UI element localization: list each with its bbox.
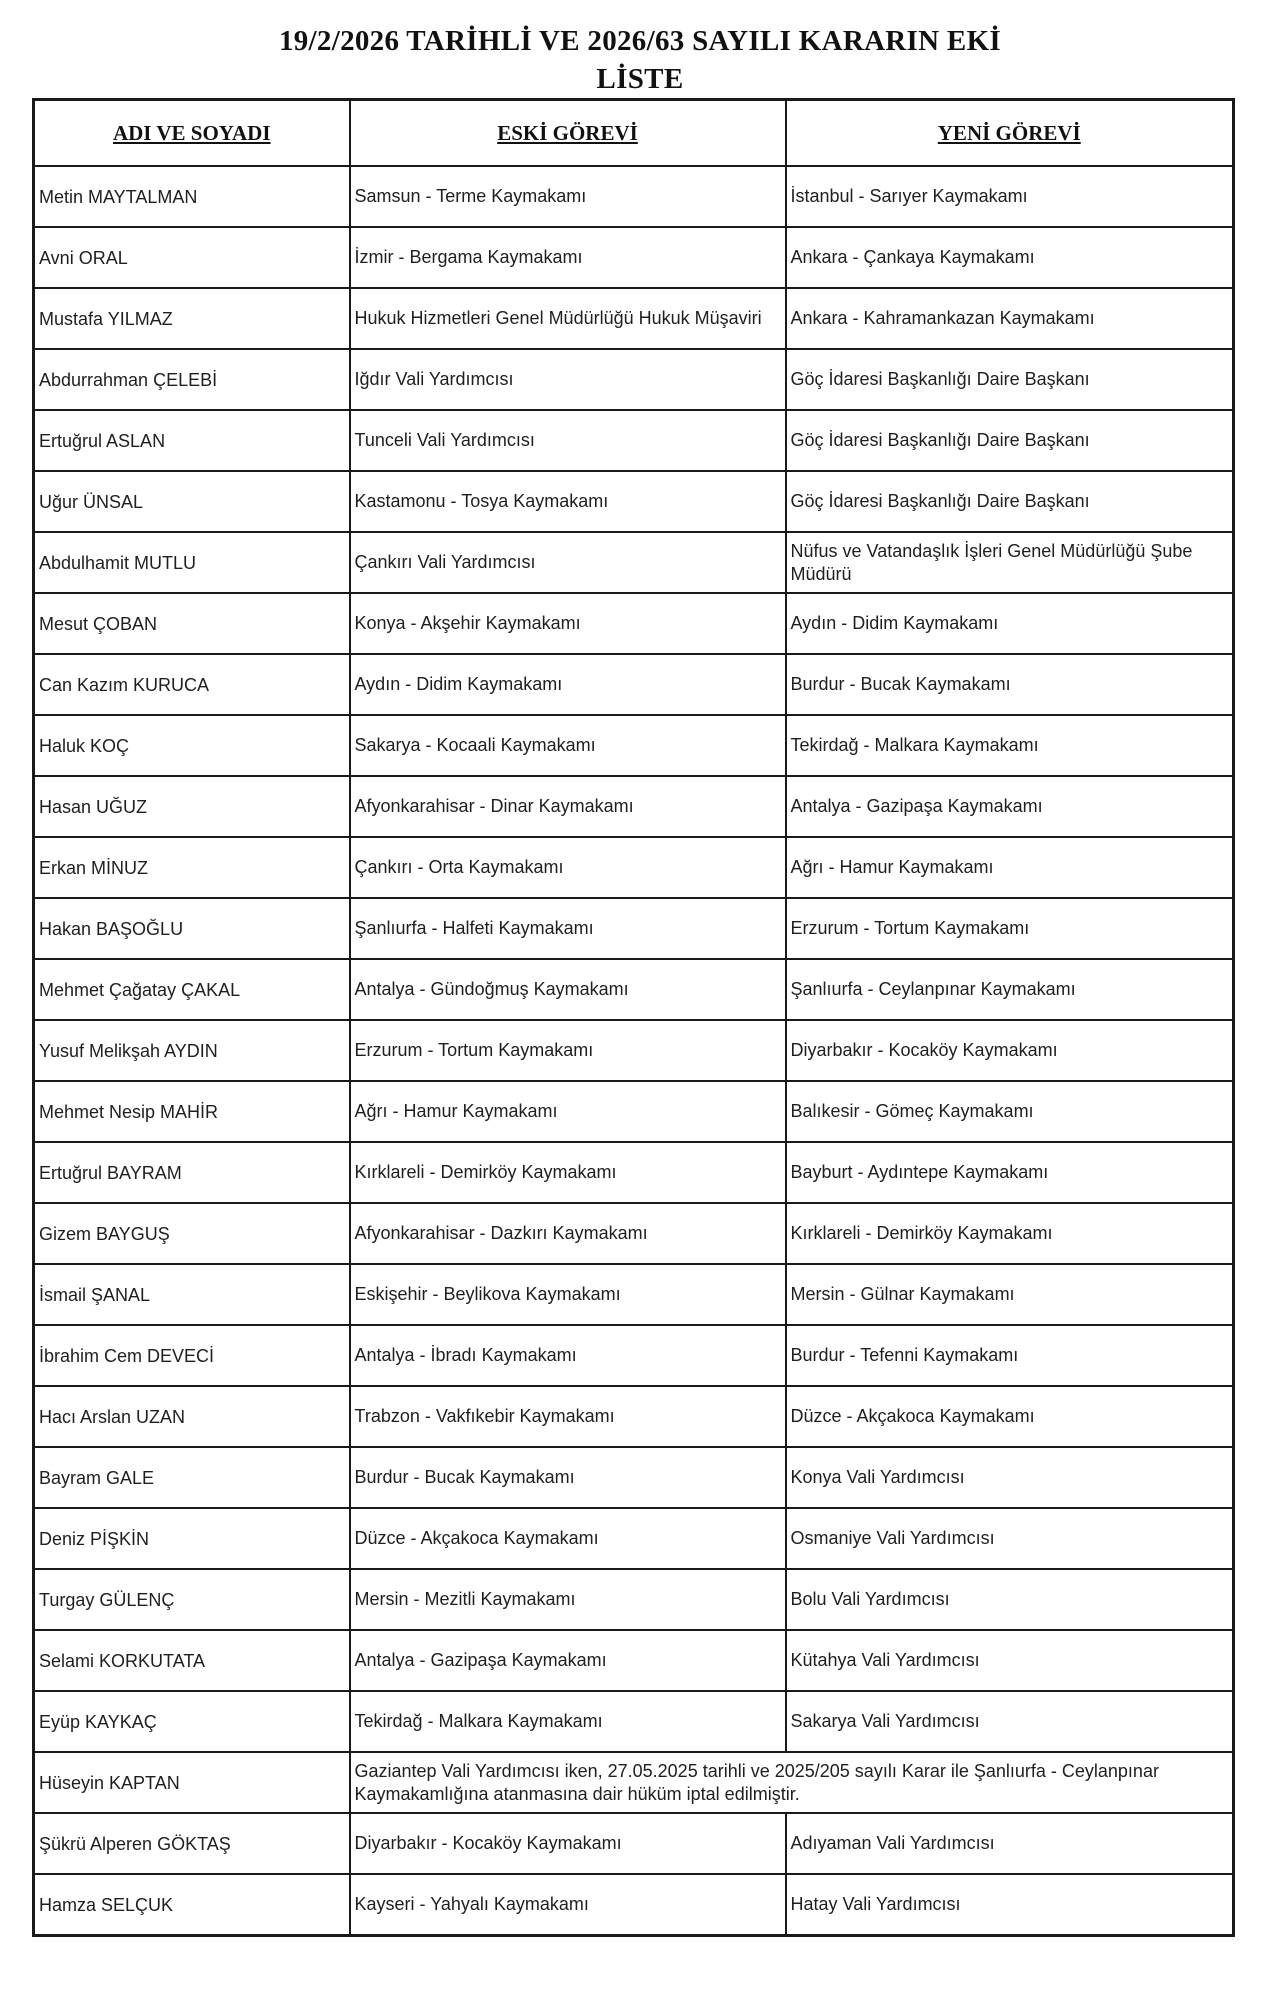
- cell-old-position: Burdur - Bucak Kaymakamı: [350, 1447, 786, 1508]
- cell-old-position: Antalya - Gazipaşa Kaymakamı: [350, 1630, 786, 1691]
- cell-old-position: Eskişehir - Beylikova Kaymakamı: [350, 1264, 786, 1325]
- cell-new-position: İstanbul - Sarıyer Kaymakamı: [786, 166, 1234, 227]
- cell-old-position: Çankırı Vali Yardımcısı: [350, 532, 786, 593]
- cell-name: Avni ORAL: [34, 227, 350, 288]
- cell-old-position: Sakarya - Kocaali Kaymakamı: [350, 715, 786, 776]
- cell-new-position: Sakarya Vali Yardımcısı: [786, 1691, 1234, 1752]
- document-title-line2: LİSTE: [596, 63, 684, 95]
- cell-old-position: Antalya - İbradı Kaymakamı: [350, 1325, 786, 1386]
- table-row: [34, 1264, 1234, 1325]
- document-title: [0, 22, 1280, 98]
- cell-old-position: Afyonkarahisar - Dazkırı Kaymakamı: [350, 1203, 786, 1264]
- table-row: [34, 532, 1234, 593]
- table-header-row: [34, 100, 1234, 167]
- cell-new-position: Ağrı - Hamur Kaymakamı: [786, 837, 1234, 898]
- cell-new-position: Erzurum - Tortum Kaymakamı: [786, 898, 1234, 959]
- document-title-line1: 19/2/2026 TARİHLİ VE 2026/63 SAYILI KARARIN EKİ: [278, 25, 1002, 57]
- cell-old-position: Ağrı - Hamur Kaymakamı: [350, 1081, 786, 1142]
- cell-name: Bayram GALE: [34, 1447, 350, 1508]
- cell-name: Ertuğrul BAYRAM: [34, 1142, 350, 1203]
- cell-name: Haluk KOÇ: [34, 715, 350, 776]
- cell-old-position: Hukuk Hizmetleri Genel Müdürlüğü Hukuk Müşaviri: [350, 288, 786, 349]
- cell-name: Şükrü Alperen GÖKTAŞ: [34, 1813, 350, 1874]
- cell-name: Mustafa YILMAZ: [34, 288, 350, 349]
- table-row: [34, 227, 1234, 288]
- cell-name: Abdurrahman ÇELEBİ: [34, 349, 350, 410]
- table-row: [34, 471, 1234, 532]
- cell-old-position: Erzurum - Tortum Kaymakamı: [350, 1020, 786, 1081]
- cell-note: Gaziantep Vali Yardımcısı iken, 27.05.2025 tarihli ve 2025/205 sayılı Karar ile Şanlıurfa - Ceylanpınar Kaymakamlığına atanmasına dair hüküm iptal edilmiştir.: [350, 1752, 1234, 1813]
- cell-new-position: Kırklareli - Demirköy Kaymakamı: [786, 1203, 1234, 1264]
- cell-old-position: Konya - Akşehir Kaymakamı: [350, 593, 786, 654]
- cell-old-position: Mersin - Mezitli Kaymakamı: [350, 1569, 786, 1630]
- cell-name: Turgay GÜLENÇ: [34, 1569, 350, 1630]
- cell-new-position: Kütahya Vali Yardımcısı: [786, 1630, 1234, 1691]
- cell-name: Can Kazım KURUCA: [34, 654, 350, 715]
- cell-name: Hakan BAŞOĞLU: [34, 898, 350, 959]
- table-row: [34, 1203, 1234, 1264]
- column-header-new-position: YENİ GÖREVİ: [786, 100, 1234, 167]
- cell-name: Mesut ÇOBAN: [34, 593, 350, 654]
- cell-new-position: Göç İdaresi Başkanlığı Daire Başkanı: [786, 410, 1234, 471]
- cell-new-position: Ankara - Çankaya Kaymakamı: [786, 227, 1234, 288]
- cell-new-position: Bolu Vali Yardımcısı: [786, 1569, 1234, 1630]
- table-row: [34, 349, 1234, 410]
- cell-name: Yusuf Melikşah AYDIN: [34, 1020, 350, 1081]
- table-row: [34, 1081, 1234, 1142]
- column-header-old-position: ESKİ GÖREVİ: [350, 100, 786, 167]
- column-header-name: ADI VE SOYADI: [34, 100, 350, 167]
- cell-new-position: Nüfus ve Vatandaşlık İşleri Genel Müdürlüğü Şube Müdürü: [786, 532, 1234, 593]
- table-row: [34, 1630, 1234, 1691]
- cell-name: Selami KORKUTATA: [34, 1630, 350, 1691]
- table-row: [34, 1874, 1234, 1936]
- table-row: [34, 288, 1234, 349]
- cell-new-position: Burdur - Bucak Kaymakamı: [786, 654, 1234, 715]
- table-row: [34, 715, 1234, 776]
- cell-name: Hacı Arslan UZAN: [34, 1386, 350, 1447]
- cell-old-position: Düzce - Akçakoca Kaymakamı: [350, 1508, 786, 1569]
- table-row: [34, 959, 1234, 1020]
- cell-old-position: Kayseri - Yahyalı Kaymakamı: [350, 1874, 786, 1936]
- cell-name: İbrahim Cem DEVECİ: [34, 1325, 350, 1386]
- cell-old-position: Samsun - Terme Kaymakamı: [350, 166, 786, 227]
- cell-new-position: Ankara - Kahramankazan Kaymakamı: [786, 288, 1234, 349]
- appointment-table: [32, 98, 1235, 1937]
- table-row: [34, 1325, 1234, 1386]
- cell-old-position: Diyarbakır - Kocaköy Kaymakamı: [350, 1813, 786, 1874]
- cell-name: Mehmet Çağatay ÇAKAL: [34, 959, 350, 1020]
- table-row: [34, 1020, 1234, 1081]
- table-row: [34, 1752, 1234, 1813]
- cell-new-position: Burdur - Tefenni Kaymakamı: [786, 1325, 1234, 1386]
- table-row: [34, 776, 1234, 837]
- cell-name: Metin MAYTALMAN: [34, 166, 350, 227]
- cell-name: Gizem BAYGUŞ: [34, 1203, 350, 1264]
- cell-new-position: Adıyaman Vali Yardımcısı: [786, 1813, 1234, 1874]
- cell-new-position: Tekirdağ - Malkara Kaymakamı: [786, 715, 1234, 776]
- cell-new-position: Düzce - Akçakoca Kaymakamı: [786, 1386, 1234, 1447]
- table-body: [34, 166, 1234, 1936]
- cell-old-position: Afyonkarahisar - Dinar Kaymakamı: [350, 776, 786, 837]
- cell-new-position: Göç İdaresi Başkanlığı Daire Başkanı: [786, 471, 1234, 532]
- cell-new-position: Mersin - Gülnar Kaymakamı: [786, 1264, 1234, 1325]
- table-row: [34, 593, 1234, 654]
- table-row: [34, 1142, 1234, 1203]
- table-row: [34, 1386, 1234, 1447]
- cell-new-position: Hatay Vali Yardımcısı: [786, 1874, 1234, 1936]
- cell-new-position: Antalya - Gazipaşa Kaymakamı: [786, 776, 1234, 837]
- table-row: [34, 898, 1234, 959]
- cell-new-position: Aydın - Didim Kaymakamı: [786, 593, 1234, 654]
- cell-old-position: Çankırı - Orta Kaymakamı: [350, 837, 786, 898]
- cell-old-position: İzmir - Bergama Kaymakamı: [350, 227, 786, 288]
- cell-old-position: Iğdır Vali Yardımcısı: [350, 349, 786, 410]
- cell-name: Mehmet Nesip MAHİR: [34, 1081, 350, 1142]
- table-row: [34, 837, 1234, 898]
- cell-name: Hüseyin KAPTAN: [34, 1752, 350, 1813]
- cell-old-position: Tunceli Vali Yardımcısı: [350, 410, 786, 471]
- cell-old-position: Şanlıurfa - Halfeti Kaymakamı: [350, 898, 786, 959]
- cell-name: Erkan MİNUZ: [34, 837, 350, 898]
- cell-name: İsmail ŞANAL: [34, 1264, 350, 1325]
- table-row: [34, 410, 1234, 471]
- cell-new-position: Bayburt - Aydıntepe Kaymakamı: [786, 1142, 1234, 1203]
- cell-name: Ertuğrul ASLAN: [34, 410, 350, 471]
- cell-new-position: Diyarbakır - Kocaköy Kaymakamı: [786, 1020, 1234, 1081]
- cell-new-position: Konya Vali Yardımcısı: [786, 1447, 1234, 1508]
- cell-old-position: Kırklareli - Demirköy Kaymakamı: [350, 1142, 786, 1203]
- table-row: [34, 1447, 1234, 1508]
- cell-old-position: Aydın - Didim Kaymakamı: [350, 654, 786, 715]
- cell-name: Deniz PİŞKİN: [34, 1508, 350, 1569]
- table-row: [34, 166, 1234, 227]
- cell-name: Uğur ÜNSAL: [34, 471, 350, 532]
- cell-old-position: Antalya - Gündoğmuş Kaymakamı: [350, 959, 786, 1020]
- cell-new-position: Balıkesir - Gömeç Kaymakamı: [786, 1081, 1234, 1142]
- table-row: [34, 1508, 1234, 1569]
- cell-new-position: Osmaniye Vali Yardımcısı: [786, 1508, 1234, 1569]
- cell-old-position: Kastamonu - Tosya Kaymakamı: [350, 471, 786, 532]
- table-row: [34, 1691, 1234, 1752]
- cell-old-position: Trabzon - Vakfıkebir Kaymakamı: [350, 1386, 786, 1447]
- table-row: [34, 1813, 1234, 1874]
- cell-new-position: Şanlıurfa - Ceylanpınar Kaymakamı: [786, 959, 1234, 1020]
- cell-name: Abdulhamit MUTLU: [34, 532, 350, 593]
- cell-new-position: Göç İdaresi Başkanlığı Daire Başkanı: [786, 349, 1234, 410]
- cell-name: Hasan UĞUZ: [34, 776, 350, 837]
- cell-name: Hamza SELÇUK: [34, 1874, 350, 1936]
- table-row: [34, 654, 1234, 715]
- table-row: [34, 1569, 1234, 1630]
- cell-old-position: Tekirdağ - Malkara Kaymakamı: [350, 1691, 786, 1752]
- cell-name: Eyüp KAYKAÇ: [34, 1691, 350, 1752]
